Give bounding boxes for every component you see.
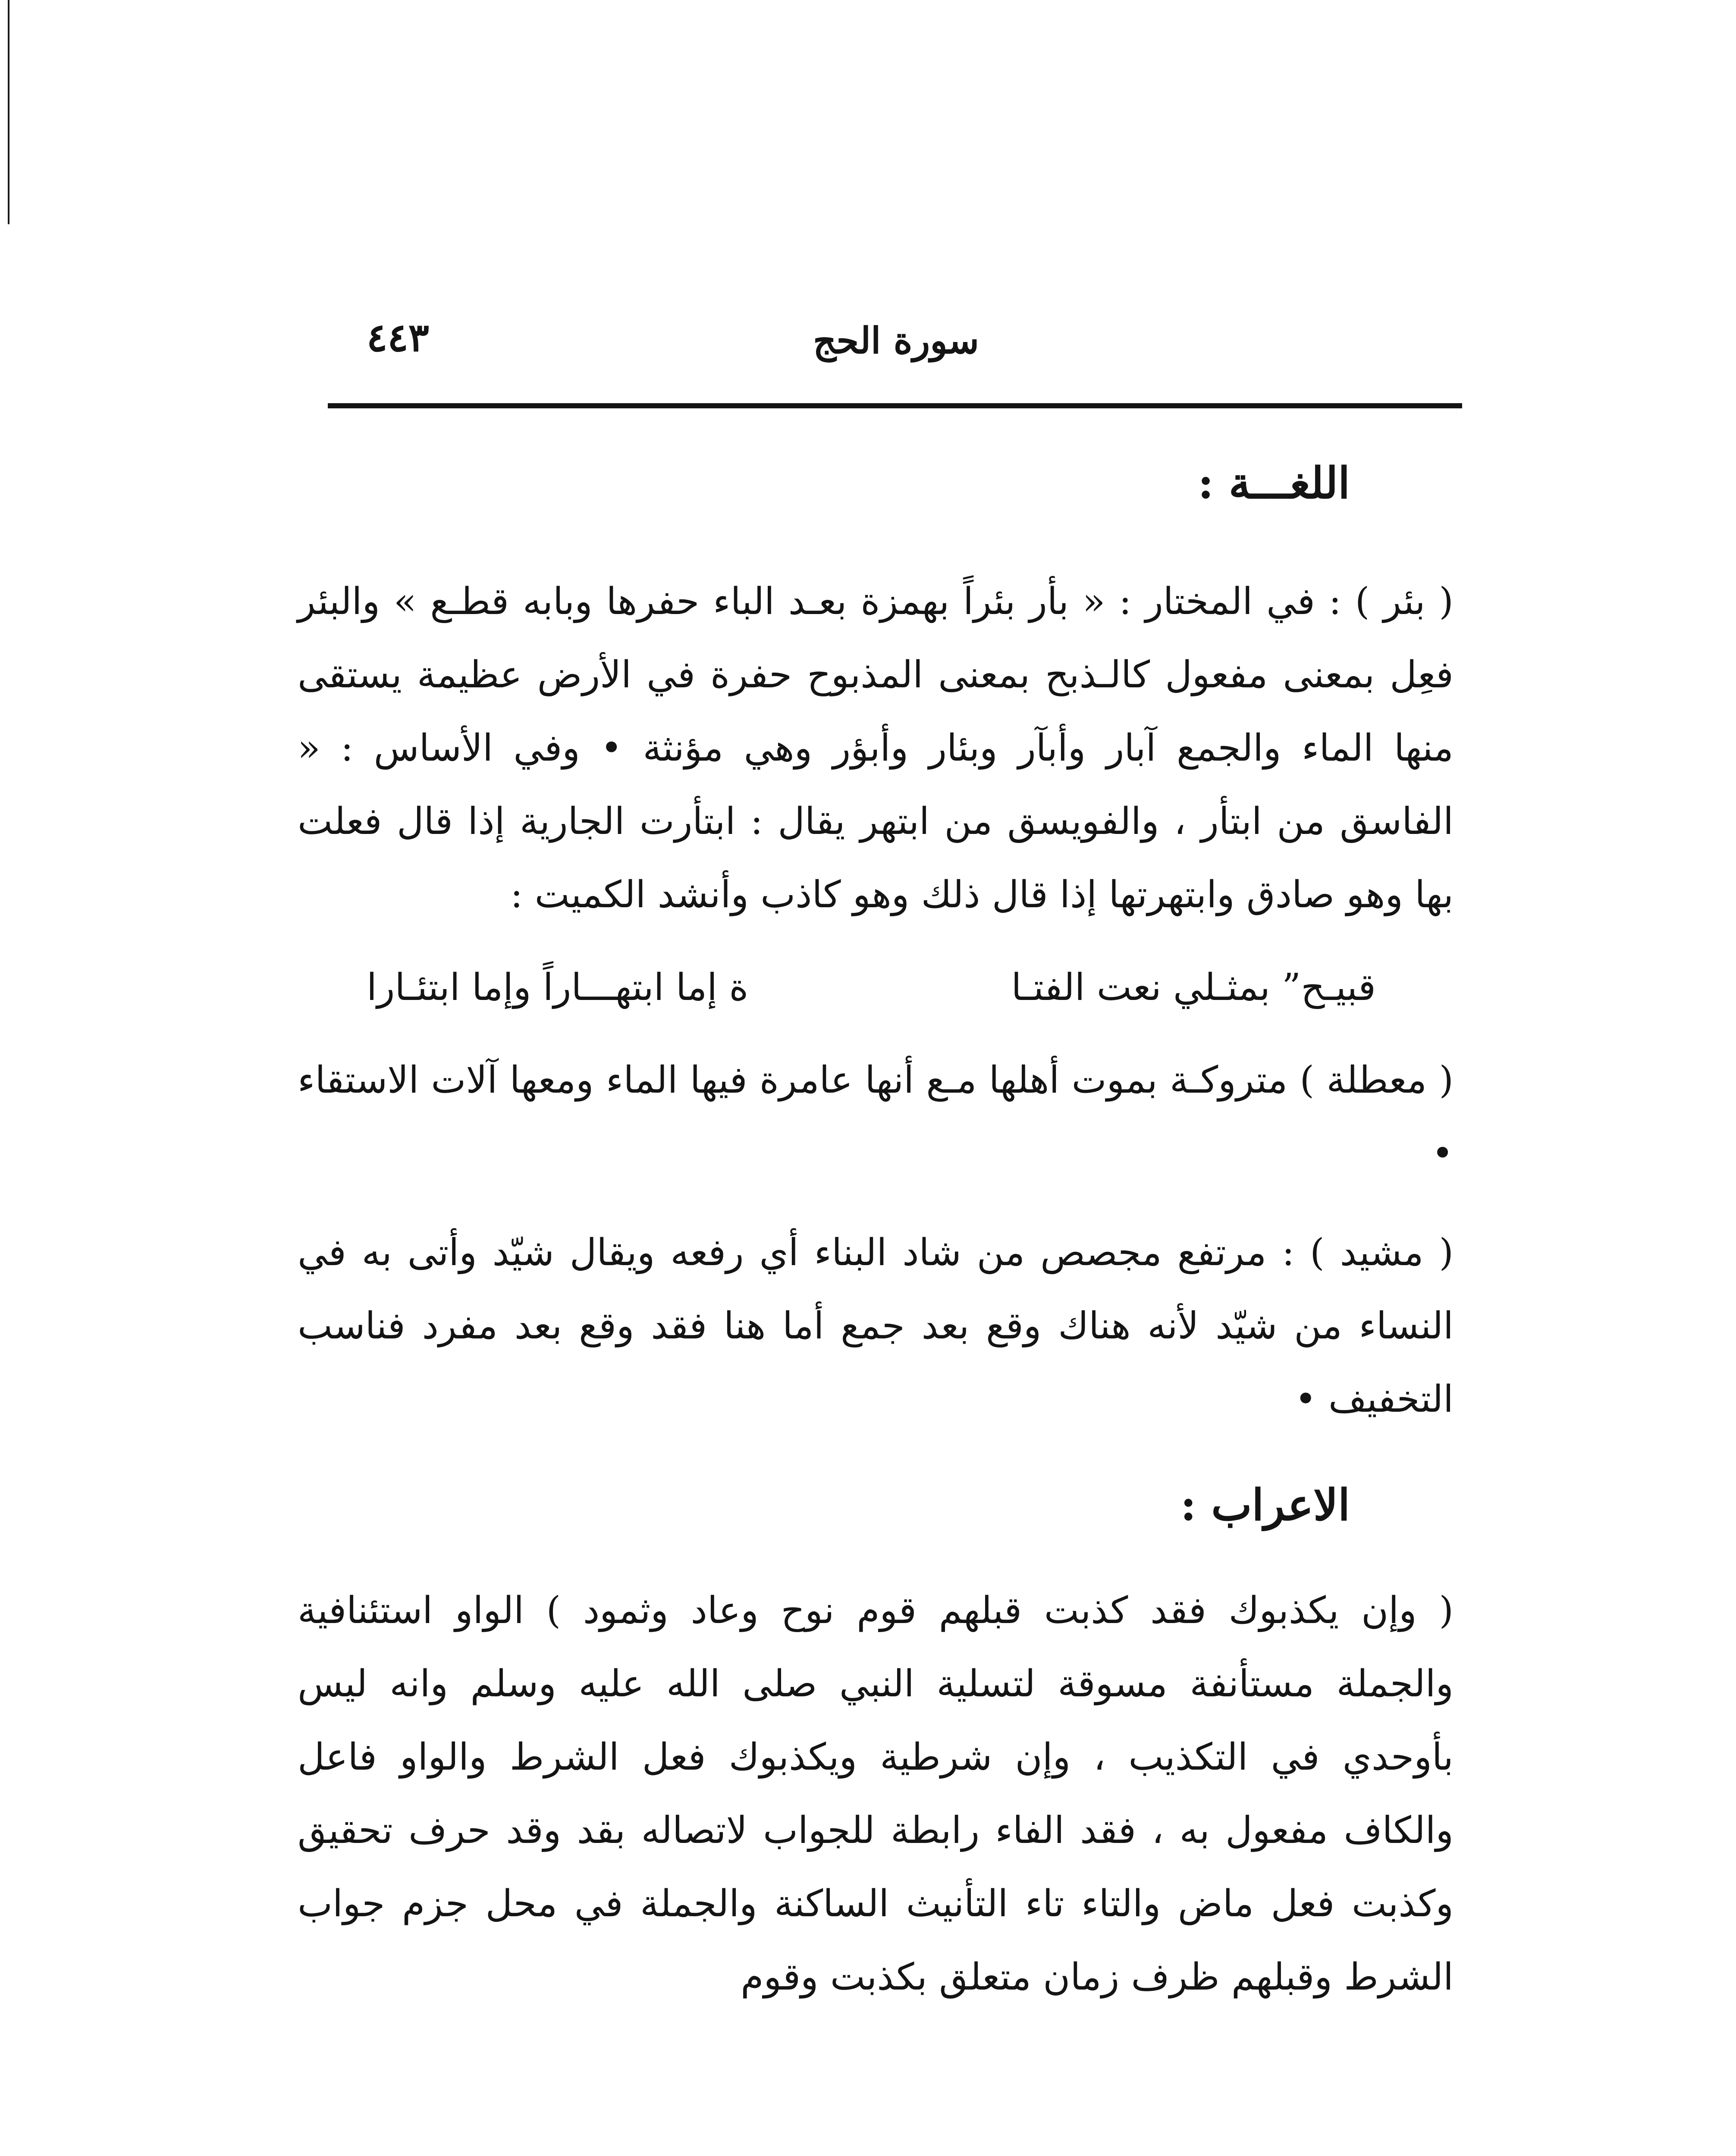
verse-hemistich-second: ة إما ابتهـــاراً وإما ابتئـارا	[367, 966, 749, 1009]
header-rule	[328, 403, 1462, 408]
paragraph-bir: ( بئر ) : في المختار : « بأر بئراً بهمزة بعـد الباء حفرها وبابه قطـع » والبئر فعِل بمعنى مفعول كالـذبح بمعنى المذبوح حفرة في الأرض عظيمة يستقى منها الماء والجمع آبار وأبآر وبئار وأبؤر وهي مؤنثة • وفي الأساس : « الفاسق من ابتأر ، والفويسق من ابتهر يقال : ابتأرت الجارية إذا قال فعلت بها وهو صادق وابتهرتها إذا قال ذلك وهو كاذب وأنشد الكميت :	[298, 580, 1453, 916]
page-header	[328, 310, 1462, 375]
section-heading-irab: الاعراب :	[1180, 1479, 1350, 1530]
page-number: ٤٤٣	[367, 315, 430, 360]
scan-edge-left	[8, 0, 9, 224]
running-title: سورة الحج	[813, 319, 979, 362]
paragraph-mashid: ( مشيد ) : مرتفع مجصص من شاد البناء أي رفعه ويقال شيّد وأتى به في النساء من شيّد لأنه هناك وقع بعد جمع أما هنا فقد وقع بعد مفرد فناسب التخفيف •	[298, 1231, 1453, 1421]
section-heading-lugha: اللغـــة :	[1198, 458, 1350, 508]
paragraph-muattala: ( معطلة ) متروكـة بموت أهلها مـع أنها عامرة فيها الماء ومعها آلات الاستقاء •	[298, 1059, 1453, 1175]
page-body	[298, 440, 1453, 2014]
verse-hemistich-first: قبيـح” بمثـلي نعت الفتـا	[1011, 966, 1376, 1009]
poetry-verse	[298, 949, 1453, 1026]
paragraph-irab: ( وإن يكذبوك فقد كذبت قبلهم قوم نوح وعاد وثمود ) الواو استئنافية والجملة مستأنفة مسوقة لتسلية النبي صلى الله عليه وسلم وانه ليس بأوحدي في التكذيب ، وإن شرطية ويكذبوك فعل الشرط والواو فاعل والكاف مفعول به ، فقد الفاء رابطة للجواب لاتصاله بقد وقد حرف تحقيق وكذبت فعل ماض والتاء تاء التأنيث الساكنة والجملة في محل جزم جواب الشرط وقبلهم ظرف زمان متعلق بكذبت وقوم	[298, 1589, 1453, 1999]
